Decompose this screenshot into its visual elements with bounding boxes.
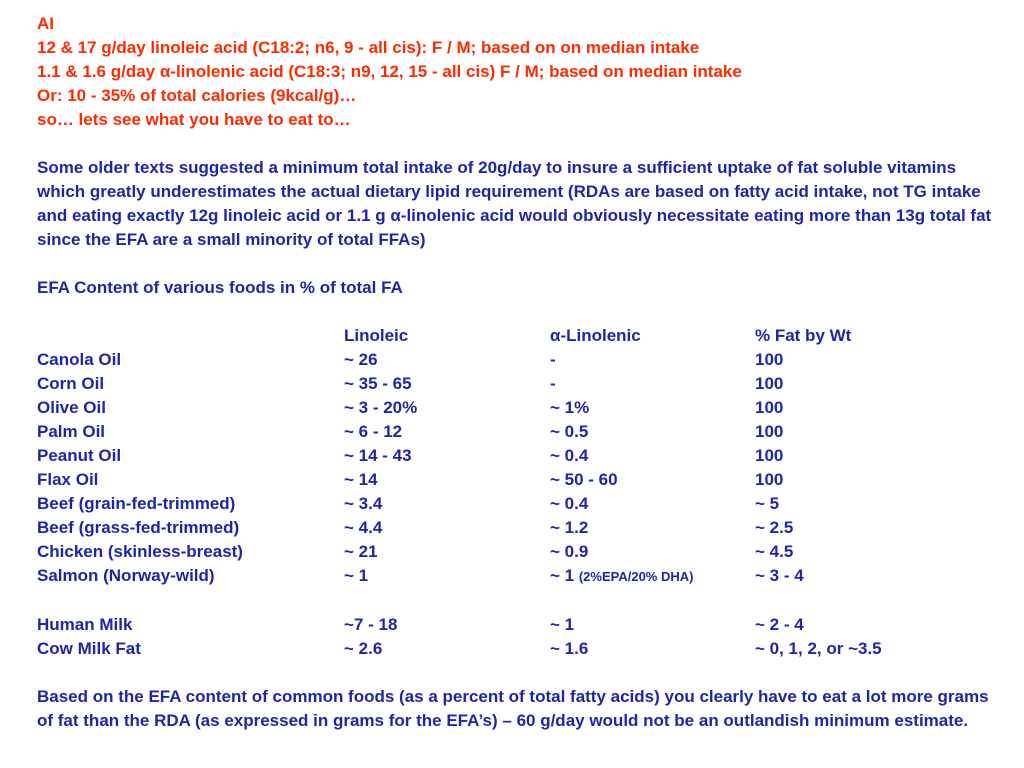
ai-section (37, 12, 997, 132)
linoleic-value: ~ 3.4 (344, 494, 383, 513)
alpha-linolenic-value: ~ 0.9 (550, 542, 589, 561)
conclusion-paragraph: Based on the EFA content of common foods (as a percent of total fatty acids) you clearly have to eat a lot more grams of fat than the RDA (as expressed in grams for the EFA’s) – 60 g/day would not be an outlandish minimum estimate. (37, 687, 989, 730)
table-row (37, 492, 955, 516)
table-header-row (37, 324, 955, 348)
fat-by-wt-value: ~ 0, 1, 2, or ~3.5 (755, 639, 882, 658)
fat-by-wt-value: ~ 3 - 4 (755, 566, 804, 585)
calories-line: Or: 10 - 35% of total calories (9kcal/g)… (37, 86, 357, 105)
alpha-linolenic-value: ~ 0.4 (550, 446, 589, 465)
fat-by-wt-value: 100 (755, 374, 784, 393)
slide (37, 12, 997, 733)
food-name: Beef (grain-fed-trimmed) (37, 494, 236, 513)
linoleic-intake-line: 12 & 17 g/day linoleic acid (C18:2; n6, 9 - all cis): F / M; based on on median intake (37, 38, 700, 57)
fat-by-wt-value: ~ 5 (755, 494, 780, 513)
epa-dha-note: (2%EPA/20% DHA) (578, 569, 694, 584)
fat-by-wt-value: ~ 2 - 4 (755, 615, 804, 634)
linoleic-value: ~ 14 (344, 470, 378, 489)
food-name: Human Milk (37, 615, 133, 634)
food-name: Corn Oil (37, 374, 105, 393)
table-row (37, 468, 955, 492)
table-row (37, 613, 955, 637)
table-spacer (37, 589, 955, 613)
older-texts-paragraph: Some older texts suggested a minimum total intake of 20g/day to insure a sufficient uptake of fat soluble vitamins which greatly underestimates the actual dietary lipid requirement (RDAs are based on fatty acid intake, not TG intake and eating exactly 12g linoleic acid or 1.1 g α-linolenic acid would obviously necessitate eating more than 13g total fat since the EFA are a small minority of total FFAs) (37, 158, 992, 249)
table-row (37, 348, 955, 372)
table-body-foods (37, 348, 955, 589)
food-name: Chicken (skinless-breast) (37, 542, 243, 561)
linoleic-value: ~ 26 (344, 350, 378, 369)
table-row (37, 637, 955, 661)
alpha-linolenic-value: ~ 1.6 (550, 639, 589, 658)
alpha-linolenic-value: ~ 50 - 60 (550, 470, 618, 489)
food-name: Cow Milk Fat (37, 639, 141, 658)
fat-by-wt-value: 100 (755, 446, 784, 465)
alpha-linolenic-intake-line: 1.1 & 1.6 g/day α-linolenic acid (C18:3; n9, 12, 15 - all cis) F / M; based on median intake (37, 62, 742, 81)
table-row (37, 372, 955, 396)
spacer (37, 300, 997, 324)
alpha-linolenic-value: - (550, 374, 556, 393)
linoleic-value: ~ 2.6 (344, 639, 383, 658)
food-name: Olive Oil (37, 398, 106, 417)
linoleic-value: ~ 3 - 20% (344, 398, 418, 417)
linoleic-value: ~ 6 - 12 (344, 422, 403, 441)
linoleic-value: ~7 - 18 (344, 615, 398, 634)
fat-by-wt-value: ~ 2.5 (755, 518, 794, 537)
header-food (37, 324, 344, 348)
linoleic-value: ~ 1 (344, 566, 369, 585)
fat-by-wt-value: 100 (755, 470, 784, 489)
table-row (37, 564, 955, 589)
alpha-linolenic-value: ~ 0.5 (550, 422, 589, 441)
food-name: Peanut Oil (37, 446, 122, 465)
so-lets-see-line: so… lets see what you have to eat to… (37, 110, 351, 129)
linoleic-value: ~ 35 - 65 (344, 374, 412, 393)
alpha-linolenic-value: ~ 1% (550, 398, 590, 417)
food-name: Beef (grass-fed-trimmed) (37, 518, 240, 537)
alpha-linolenic-value: - (550, 350, 556, 369)
header-linoleic: Linoleic (344, 326, 409, 345)
header-fat-by-wt: % Fat by Wt (755, 326, 852, 345)
linoleic-value: ~ 14 - 43 (344, 446, 412, 465)
spacer (37, 252, 997, 276)
linoleic-value: ~ 4.4 (344, 518, 383, 537)
alpha-linolenic-value: ~ 1 (550, 615, 575, 634)
fat-by-wt-value: 100 (755, 398, 784, 417)
spacer (37, 661, 997, 685)
food-name: Palm Oil (37, 422, 106, 441)
food-name: Flax Oil (37, 470, 99, 489)
table-title: EFA Content of various foods in % of total FA (37, 278, 403, 297)
table-body-milks (37, 613, 955, 661)
fat-by-wt-value: 100 (755, 350, 784, 369)
food-name: Salmon (Norway-wild) (37, 566, 215, 585)
alpha-linolenic-value: ~ 1 (550, 566, 575, 585)
alpha-linolenic-value: ~ 0.4 (550, 494, 589, 513)
linoleic-value: ~ 21 (344, 542, 378, 561)
fat-by-wt-value: 100 (755, 422, 784, 441)
fat-by-wt-value: ~ 4.5 (755, 542, 794, 561)
table-row (37, 516, 955, 540)
table-row (37, 540, 955, 564)
ai-heading: AI (37, 14, 54, 33)
header-alpha-linolenic: α-Linolenic (550, 326, 641, 345)
food-name: Canola Oil (37, 350, 122, 369)
table-row (37, 396, 955, 420)
table-row (37, 420, 955, 444)
alpha-linolenic-value: ~ 1.2 (550, 518, 589, 537)
spacer (37, 132, 997, 156)
table-row (37, 444, 955, 468)
efa-content-table (37, 324, 955, 661)
